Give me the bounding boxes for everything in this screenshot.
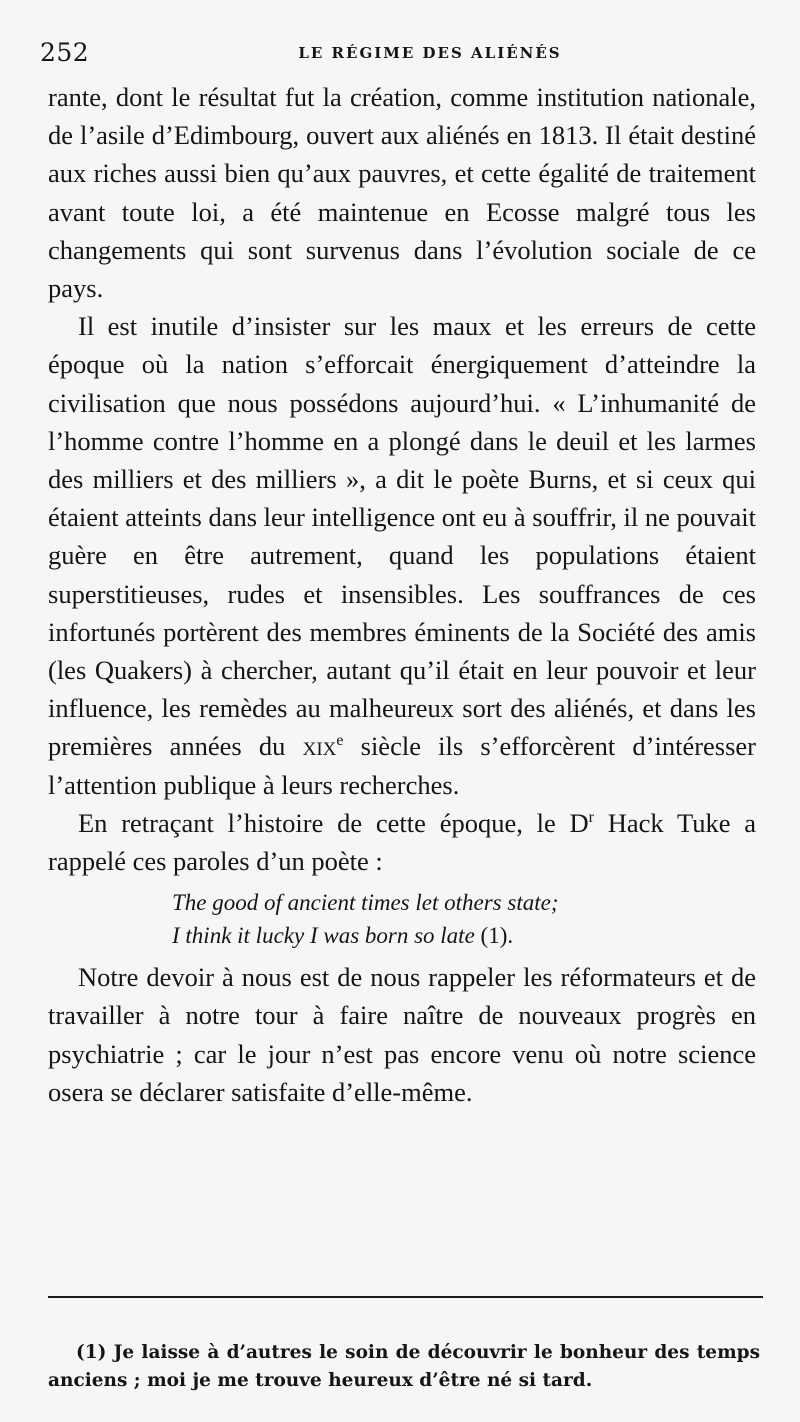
running-title: LE RÉGIME DES ALIÉNÉS — [298, 44, 562, 62]
paragraph-2 — [48, 307, 756, 804]
century-superscript: e — [336, 732, 344, 750]
footnote-reference[interactable]: (1). — [474, 923, 514, 949]
page-number: 252 — [40, 38, 90, 67]
doctor-superscript: r — [588, 809, 594, 827]
paragraph-3-text-b: Hack Tuke a rappelé ces paroles d’un poète : — [48, 807, 756, 877]
paragraph-1: rante, dont le résultat fut la création, comme institution nationale, de l’asile d’Edimbourg, ouvert aux aliénés en 1813. Il était destiné aux riches aussi bien qu’aux pauvres, et cette égalité de traitement avant toute loi, a été maintenue en Ecosse malgré tous les changements qui sont survenus dans l’évolution sociale de ce pays. — [48, 82, 756, 304]
paragraph-2-text-b: siècle ils s’efforcèrent d’intéresser l’attention publique à leurs recherches. — [48, 731, 756, 800]
page-header — [40, 38, 760, 72]
paragraph-4: Notre devoir à nous est de nous rappeler les réformateurs et de travailler à notre tour à faire naître de nouveaux progrès en psychiatrie ; car le jour n’est pas encore venu où notre science osera se déclarer satisfaite d’elle-même. — [48, 962, 756, 1107]
verse-line-2: I think it lucky I was born so late — [172, 923, 475, 949]
verse-quote — [172, 886, 756, 952]
verse-line-1: The good of ancient times let others state; — [172, 890, 559, 916]
paragraph-3-text-a: En retraçant l’histoire de cette époque, le D — [78, 807, 589, 838]
footnote-divider — [48, 1296, 763, 1298]
footnote: (1) Je laisse à d’autres le soin de découvrir le bonheur des temps anciens ; moi je me trouve heureux d’être né si tard. — [48, 1341, 760, 1391]
paragraph-3 — [48, 804, 756, 880]
century-numeral: xix — [302, 731, 337, 762]
main-text — [48, 78, 756, 1111]
paragraph-2-text-a: Il est inutile d’insister sur les maux et les erreurs de cette époque où la nation s’efforcait énergiquement d’atteindre la civilisation que nous possédons aujourd’hui. « L’inhumanité de l’homme contre l’homme en a plongé dans le deuil et les larmes des milliers et des milliers », a dit le poète Burns, et si ceux qui étaient atteints dans leur intelligence ont eu à souffrir, il ne pouvait guère en être autrement, quand les populations étaient superstitieuses, rudes et insensibles. Les souffrances de ces infortunés portèrent des membres éminents de la Société des amis (les Quakers) à chercher, autant qu’il était en leur pouvoir et leur influence, les remèdes au malheureux sort des aliénés, et dans les premières années du — [48, 311, 756, 762]
